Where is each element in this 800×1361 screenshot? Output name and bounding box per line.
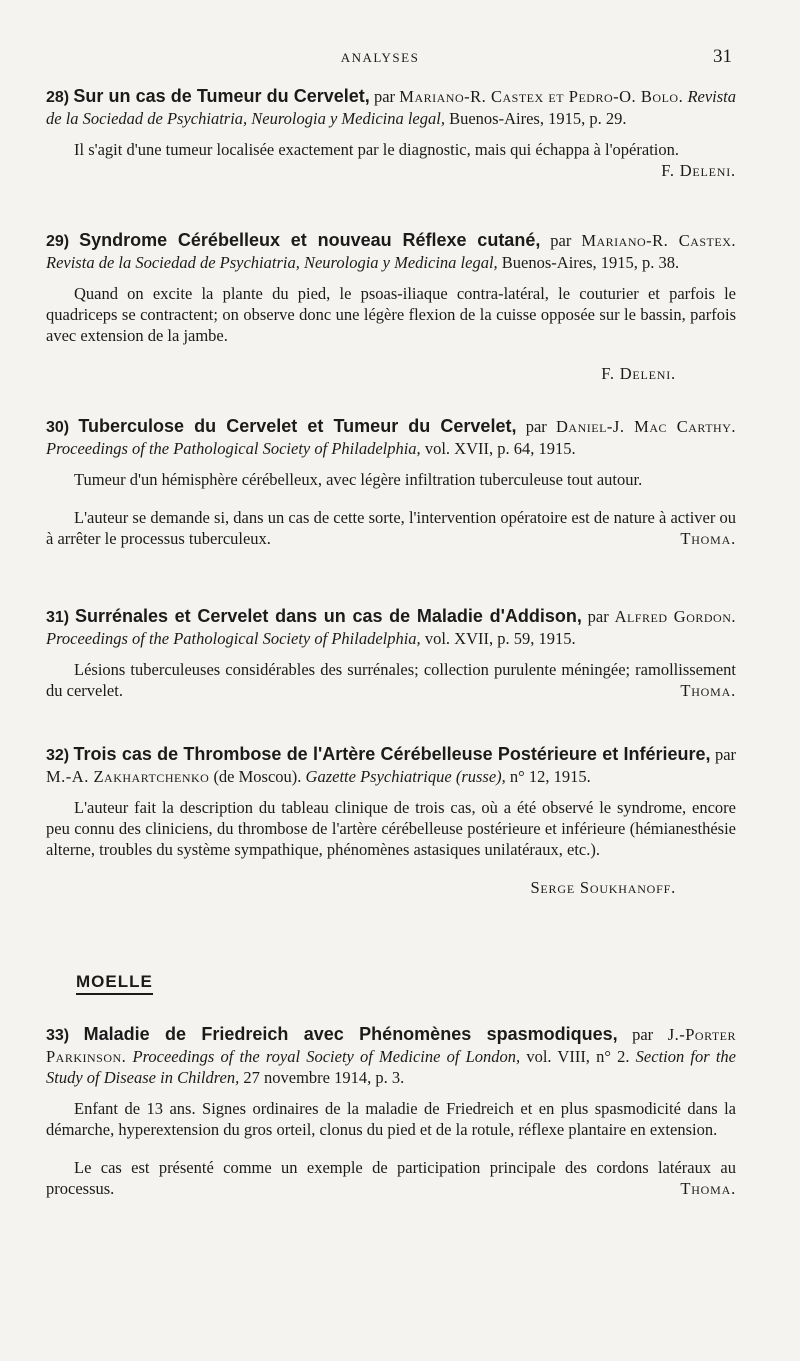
abstract-paragraph: Il s'agit d'une tumeur localisée exactement par le diagnostic, mais qui échappa à l'opération. F. Deleni. bbox=[74, 140, 736, 180]
reference bbox=[46, 230, 736, 273]
signature: F. Deleni. bbox=[661, 161, 736, 180]
source-journal: Revista de la Sociedad de Psychiatria, Neurologia y Medicina legal, bbox=[46, 87, 737, 128]
abstract-paragraph: Lésions tuberculeuses considérables des surrénales; collection purulente méningée; ramollissement du cervelet. Thoma. bbox=[46, 660, 736, 700]
entry-title: Tuberculose du Cervelet et Tumeur du Cervelet, bbox=[78, 416, 517, 436]
entry-number: 31) bbox=[46, 609, 70, 626]
abstract-paragraph: Enfant de 13 ans. Signes ordinaires de la maladie de Friedreich et en plus spasmodicité dans la démarche, hyperextension du gros orteil, clonus du pied et de la rotule, réflexe plantaire en extension. bbox=[46, 1099, 736, 1139]
source-details: n° 12, 1915. bbox=[509, 767, 591, 786]
by-word: par bbox=[714, 745, 737, 764]
reference bbox=[46, 606, 736, 649]
section-heading: MOELLE bbox=[76, 972, 153, 995]
entry-title: Sur un cas de Tumeur du Cervelet, bbox=[73, 86, 370, 106]
signature: Thoma. bbox=[680, 1178, 736, 1198]
entry-title: Maladie de Friedreich avec Phénomènes spasmodiques, bbox=[83, 1024, 618, 1044]
source-details: vol. XVII, p. 64, 1915. bbox=[424, 439, 576, 458]
authors: M.-A. Zakhartchenko bbox=[46, 767, 210, 786]
entry-number: 28) bbox=[46, 89, 70, 106]
entry-title: Trois cas de Thrombose de l'Artère Cérébelleuse Postérieure et Inférieure, bbox=[73, 744, 711, 764]
reference bbox=[46, 1024, 736, 1088]
by-word: par bbox=[587, 607, 609, 626]
signature: F. Deleni. bbox=[601, 363, 676, 383]
source-details: vol. XVII, p. 59, 1915. bbox=[424, 629, 576, 648]
source-details: Buenos-Aires, 1915, p. 29. bbox=[449, 109, 627, 128]
entry-number: 33) bbox=[46, 1027, 70, 1044]
entry-title: Syndrome Cérébelleux et nouveau Réflexe cutané, bbox=[79, 230, 541, 250]
signature: Thoma. bbox=[680, 681, 736, 700]
abstract-entry-31 bbox=[46, 606, 736, 718]
abstract-paragraph: Le cas est présenté comme un exemple de participation principale des cordons latéraux au processus. Thoma. bbox=[46, 1157, 736, 1198]
by-word: par bbox=[373, 87, 396, 106]
entry-number: 32) bbox=[46, 747, 70, 764]
reference bbox=[46, 416, 736, 459]
abstract-entry-29 bbox=[46, 230, 736, 384]
source-section: Section for the Study of Disease in Children, bbox=[46, 1047, 736, 1087]
abstract-entry-30 bbox=[46, 416, 736, 565]
source-journal: Gazette Psychiatrique (russe), bbox=[305, 767, 506, 786]
signature: Thoma. bbox=[680, 528, 736, 548]
abstract-entry-33 bbox=[46, 1024, 736, 1215]
page-number: 31 bbox=[713, 46, 732, 67]
source-section-details: 27 novembre 1914, p. 3. bbox=[243, 1068, 405, 1087]
author-origin: (de Moscou). bbox=[213, 767, 302, 786]
source-details: vol. VIII, n° 2. bbox=[526, 1047, 630, 1066]
entry-number: 30) bbox=[46, 419, 70, 436]
authors: J.-Porter Parkinson. bbox=[46, 1025, 737, 1066]
source-journal: Proceedings of the royal Society of Medicine of London, bbox=[132, 1047, 521, 1066]
abstract-paragraph: Tumeur d'un hémisphère cérébelleux, avec légère infiltration tuberculeuse tout autour. bbox=[74, 470, 643, 489]
authors: Daniel-J. Mac Carthy. bbox=[556, 417, 736, 436]
by-word: par bbox=[550, 231, 572, 250]
running-head bbox=[0, 46, 800, 70]
reference bbox=[46, 744, 736, 787]
reference bbox=[46, 86, 736, 129]
authors: Alfred Gordon. bbox=[614, 607, 737, 626]
source-journal: Proceedings of the Pathological Society of Philadelphia, bbox=[46, 439, 421, 458]
abstract-paragraph: Quand on excite la plante du pied, le psoas-iliaque contra-latéral, le couturier et parfois le quadriceps se contractent; on observe donc une légère flexion de la cuisse opposée sur le bassin, parfois avec extension de la jambe. bbox=[46, 284, 736, 345]
authors: Mariano-R. Castex. bbox=[581, 231, 737, 250]
source-details: Buenos-Aires, 1915, p. 38. bbox=[501, 253, 680, 272]
abstract-entry-28 bbox=[46, 86, 736, 181]
entry-title: Surrénales et Cervelet dans un cas de Maladie d'Addison, bbox=[74, 606, 582, 626]
running-title: ANALYSES bbox=[340, 50, 420, 65]
by-word: par bbox=[525, 417, 547, 436]
abstract-paragraph: L'auteur fait la description du tableau clinique de trois cas, où a été observé le syndrome, encore peu connu des cliniciens, du thrombose de l'artère cérébelleuse postérieure et inférieure (hémianesthésie alterne, troubles du système sympathique, phénomènes astasiques unilatéraux, etc.). bbox=[46, 798, 736, 859]
abstract-paragraph: L'auteur se demande si, dans un cas de cette sorte, l'intervention opératoire est de nature à activer ou à arrêter le processus tuberculeux. Thoma. bbox=[46, 507, 736, 548]
by-word: par bbox=[632, 1025, 654, 1044]
source-journal: Revista de la Sociedad de Psychiatria, Neurologia y Medicina legal, bbox=[46, 253, 498, 272]
authors: Mariano-R. Castex et Pedro-O. Bolo. bbox=[399, 87, 684, 106]
signature: Serge Soukhanoff. bbox=[530, 877, 676, 897]
entry-number: 29) bbox=[46, 233, 70, 250]
source-journal: Proceedings of the Pathological Society of Philadelphia, bbox=[46, 629, 421, 648]
abstract-entry-32 bbox=[46, 744, 736, 898]
